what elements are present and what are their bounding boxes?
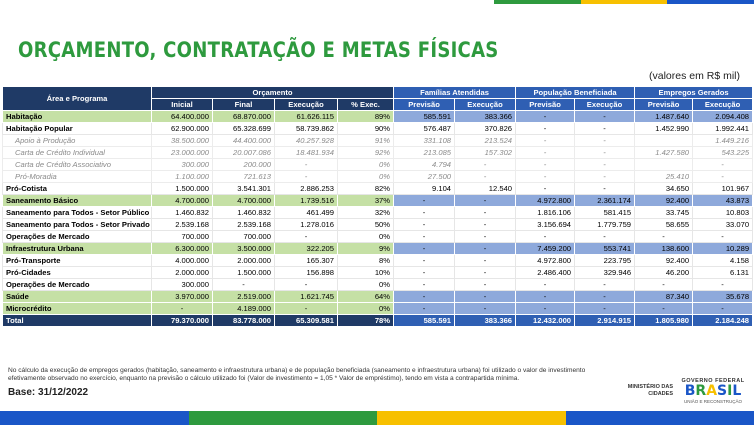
table-cell: 370.826 xyxy=(455,123,516,135)
row-label: Pró-Transporte xyxy=(3,255,152,267)
ministry-label xyxy=(613,384,673,398)
table-cell: - xyxy=(575,147,635,159)
row-label: Pró-Cotista xyxy=(3,183,152,195)
table-cell: 331.108 xyxy=(394,135,455,147)
header-populacao: População Beneficiada xyxy=(516,87,635,99)
table-cell: 2.539.168 xyxy=(152,219,213,231)
table-cell: 79.370.000 xyxy=(152,315,213,327)
table-cell: 10.289 xyxy=(693,243,753,255)
logo-letter: L xyxy=(732,383,742,399)
table-cell: - xyxy=(455,243,516,255)
table-cell: - xyxy=(516,303,575,315)
table-cell: 4.000.000 xyxy=(152,255,213,267)
table-cell: 23.000.000 xyxy=(152,147,213,159)
table-cell: 1.500.000 xyxy=(152,183,213,195)
table-cell: - xyxy=(275,303,338,315)
table-cell: 2.914.915 xyxy=(575,315,635,327)
table-cell: - xyxy=(516,147,575,159)
table-cell: 27.500 xyxy=(394,171,455,183)
table-cell: - xyxy=(455,219,516,231)
table-cell: 4.158 xyxy=(693,255,753,267)
table-cell: 44.400.000 xyxy=(213,135,275,147)
table-row xyxy=(3,147,753,159)
bottom-bar-blue-2 xyxy=(566,411,754,425)
table-cell: 92.400 xyxy=(635,195,693,207)
subheader-cell: Previsão xyxy=(516,99,575,111)
table-cell: 383.366 xyxy=(455,315,516,327)
table-cell: 12.540 xyxy=(455,183,516,195)
row-label: Total xyxy=(3,315,152,327)
table-row xyxy=(3,123,753,135)
table-cell: 58.739.862 xyxy=(275,123,338,135)
table-cell: 576.487 xyxy=(394,123,455,135)
table-cell: 4.972.800 xyxy=(516,195,575,207)
ministry-line2: CIDADES xyxy=(648,391,673,397)
table-cell: 25.410 xyxy=(635,171,693,183)
table-cell: 37% xyxy=(338,195,394,207)
table-cell: 6.131 xyxy=(693,267,753,279)
table-cell: 2.361.174 xyxy=(575,195,635,207)
table-cell: 38.500.000 xyxy=(152,135,213,147)
subheader-cell: Execução xyxy=(693,99,753,111)
row-label: Apoio à Produção xyxy=(3,135,152,147)
table-cell: - xyxy=(455,195,516,207)
ministry-line1: MINISTÉRIO DAS xyxy=(627,384,673,390)
logo-union-text: UNIÃO E RECONSTRUÇÃO xyxy=(683,399,742,404)
units-note: (valores em R$ mil) xyxy=(648,70,740,82)
table-row xyxy=(3,231,753,243)
table-cell: - xyxy=(394,231,455,243)
table-cell: - xyxy=(516,279,575,291)
table-cell: 165.307 xyxy=(275,255,338,267)
table-cell: 4.794 xyxy=(394,159,455,171)
table-cell: 7.459.200 xyxy=(516,243,575,255)
subheader-cell: Final xyxy=(213,99,275,111)
table-cell: 90% xyxy=(338,123,394,135)
table-cell: - xyxy=(693,231,753,243)
bottom-color-bar xyxy=(0,411,754,425)
table-cell: - xyxy=(152,303,213,315)
table-cell: 0% xyxy=(338,159,394,171)
table-cell: - xyxy=(394,243,455,255)
bottom-bar-yellow xyxy=(377,411,566,425)
table-cell: 2.000.000 xyxy=(213,255,275,267)
logo-gov-text: GOVERNO FEDERAL xyxy=(681,378,745,384)
bottom-bar-blue-1 xyxy=(0,411,189,425)
subheader-cell: Previsão xyxy=(635,99,693,111)
top-bar-blue xyxy=(667,0,754,4)
table-row xyxy=(3,207,753,219)
table-row xyxy=(3,159,753,171)
table-cell: - xyxy=(455,207,516,219)
table-row xyxy=(3,111,753,123)
table-cell: - xyxy=(455,231,516,243)
table-cell: - xyxy=(516,171,575,183)
table-cell: 1.621.745 xyxy=(275,291,338,303)
table-cell: - xyxy=(455,159,516,171)
table-cell: - xyxy=(516,291,575,303)
footnote: No cálculo da execução de empregos gerados (habitação, saneamento e infraestrutura urbana) e de população beneficiada (saneamento e infraestrutura urbana) foi utilizado o valor de investimento efetivamente observado no exercício, enquanto na previsão o cálculo utilizado foi (Valor de investimento = 1,05 * Valor de empréstimo), tendo em vista a contrapartida mínima. xyxy=(8,367,586,382)
table-cell: 43.873 xyxy=(693,195,753,207)
table-cell: - xyxy=(575,291,635,303)
table-cell: 1.816.106 xyxy=(516,207,575,219)
table-cell: 68.870.000 xyxy=(213,111,275,123)
table-cell: - xyxy=(394,303,455,315)
logo-letter: A xyxy=(706,383,718,399)
table-cell: 1.500.000 xyxy=(213,267,275,279)
table-cell: 0% xyxy=(338,279,394,291)
total-row xyxy=(3,315,753,327)
table-cell: 1.460.832 xyxy=(152,207,213,219)
table-cell: 3.970.000 xyxy=(152,291,213,303)
top-bar-yellow xyxy=(581,0,668,4)
table-cell: 543.225 xyxy=(693,147,753,159)
table-cell: 223.795 xyxy=(575,255,635,267)
table-cell: - xyxy=(213,279,275,291)
table-cell: 20.007.086 xyxy=(213,147,275,159)
table-cell: - xyxy=(394,207,455,219)
table-row xyxy=(3,243,753,255)
header-area: Área e Programa xyxy=(3,87,152,111)
table-cell: - xyxy=(575,231,635,243)
table-cell: 1.449.216 xyxy=(693,135,753,147)
table-cell: - xyxy=(635,231,693,243)
table-row xyxy=(3,303,753,315)
table-cell: - xyxy=(455,279,516,291)
table-cell: 91% xyxy=(338,135,394,147)
table-cell: 3.500.000 xyxy=(213,243,275,255)
table-cell: - xyxy=(575,111,635,123)
table-cell: - xyxy=(693,279,753,291)
table-cell: 58.655 xyxy=(635,219,693,231)
table-row xyxy=(3,279,753,291)
table-cell: 1.278.016 xyxy=(275,219,338,231)
subheader-cell: Previsão xyxy=(394,99,455,111)
table-cell: 138.600 xyxy=(635,243,693,255)
table-cell: 461.499 xyxy=(275,207,338,219)
table-cell: - xyxy=(394,291,455,303)
table-cell: 83.778.000 xyxy=(213,315,275,327)
table-cell: 92.400 xyxy=(635,255,693,267)
table-cell: 35.678 xyxy=(693,291,753,303)
table-cell: 2.486.400 xyxy=(516,267,575,279)
table-cell: 0% xyxy=(338,171,394,183)
table-cell: 585.591 xyxy=(394,315,455,327)
table-cell: 1.100.000 xyxy=(152,171,213,183)
table-cell: 0% xyxy=(338,303,394,315)
table-row xyxy=(3,195,753,207)
table-cell: 4.700.000 xyxy=(213,195,275,207)
table-cell: 300.000 xyxy=(152,279,213,291)
table-cell: 700.000 xyxy=(213,231,275,243)
row-label: Habitação xyxy=(3,111,152,123)
table-cell: 200.000 xyxy=(213,159,275,171)
table-cell: - xyxy=(394,195,455,207)
table-cell: 78% xyxy=(338,315,394,327)
row-label: Infraestrutura Urbana xyxy=(3,243,152,255)
table-cell: 46.200 xyxy=(635,267,693,279)
budget-table xyxy=(2,86,753,327)
table-cell: 2.519.000 xyxy=(213,291,275,303)
table-cell: - xyxy=(516,183,575,195)
table-cell: 383.366 xyxy=(455,111,516,123)
base-date: Base: 31/12/2022 xyxy=(8,387,89,398)
table-cell: - xyxy=(635,303,693,315)
table-cell: - xyxy=(575,171,635,183)
table-cell: 87.340 xyxy=(635,291,693,303)
table-cell: 62.900.000 xyxy=(152,123,213,135)
row-label: Saneamento Básico xyxy=(3,195,152,207)
table-cell: - xyxy=(575,123,635,135)
logo-letter: I xyxy=(727,383,733,399)
header-empregos: Empregos Gerados xyxy=(635,87,753,99)
logo-letter: B xyxy=(684,383,696,399)
table-cell: - xyxy=(275,159,338,171)
table-cell: - xyxy=(516,123,575,135)
table-cell: 2.000.000 xyxy=(152,267,213,279)
table-cell: 1.739.516 xyxy=(275,195,338,207)
table-cell: 101.967 xyxy=(693,183,753,195)
row-label: Pró-Moradia xyxy=(3,171,152,183)
table-cell: 553.741 xyxy=(575,243,635,255)
table-row xyxy=(3,135,753,147)
table-cell: 89% xyxy=(338,111,394,123)
header-familias: Famílias Atendidas xyxy=(394,87,516,99)
table-cell: - xyxy=(455,171,516,183)
table-cell: 65.309.581 xyxy=(275,315,338,327)
table-cell: - xyxy=(575,183,635,195)
table-cell: 50% xyxy=(338,219,394,231)
table-cell: - xyxy=(693,159,753,171)
row-label: Operações de Mercado xyxy=(3,231,152,243)
table-cell: 12.432.000 xyxy=(516,315,575,327)
table-cell: 6.300.000 xyxy=(152,243,213,255)
table-cell: - xyxy=(455,291,516,303)
page-title: ORÇAMENTO, CONTRATAÇÃO E METAS FÍSICAS xyxy=(18,38,499,62)
row-label: Operações de Mercado xyxy=(3,279,152,291)
table-cell: 10% xyxy=(338,267,394,279)
table-cell: 3.541.301 xyxy=(213,183,275,195)
table-cell: 4.972.800 xyxy=(516,255,575,267)
table-cell: - xyxy=(693,171,753,183)
table-cell: - xyxy=(455,267,516,279)
table-cell: - xyxy=(516,159,575,171)
table-cell: 64% xyxy=(338,291,394,303)
table-cell: 322.205 xyxy=(275,243,338,255)
table-cell: 300.000 xyxy=(152,159,213,171)
top-color-bar xyxy=(494,0,754,4)
table-cell: 65.328.699 xyxy=(213,123,275,135)
table-cell: - xyxy=(575,279,635,291)
table-cell: 4.700.000 xyxy=(152,195,213,207)
table-cell: 2.539.168 xyxy=(213,219,275,231)
row-label: Habitação Popular xyxy=(3,123,152,135)
row-label: Pró-Cidades xyxy=(3,267,152,279)
table-cell: 33.745 xyxy=(635,207,693,219)
table-cell: 1.460.832 xyxy=(213,207,275,219)
row-label: Saúde xyxy=(3,291,152,303)
bottom-bar-green xyxy=(189,411,378,425)
table-cell: 213.524 xyxy=(455,135,516,147)
table-cell: - xyxy=(275,279,338,291)
table-cell: - xyxy=(394,219,455,231)
table-cell: 1.452.990 xyxy=(635,123,693,135)
table-cell: 156.898 xyxy=(275,267,338,279)
table-cell: 581.415 xyxy=(575,207,635,219)
table-cell: 329.946 xyxy=(575,267,635,279)
table-cell: 2.184.248 xyxy=(693,315,753,327)
table-cell: - xyxy=(394,279,455,291)
table-cell: 721.613 xyxy=(213,171,275,183)
table-cell: - xyxy=(455,255,516,267)
table-cell: 157.302 xyxy=(455,147,516,159)
row-label: Carta de Crédito Individual xyxy=(3,147,152,159)
table-cell: 40.257.928 xyxy=(275,135,338,147)
table-cell: 2.886.253 xyxy=(275,183,338,195)
table-cell: 1.487.640 xyxy=(635,111,693,123)
table-cell: - xyxy=(516,135,575,147)
row-label: Saneamento para Todos - Setor Privado xyxy=(3,219,152,231)
top-bar-green xyxy=(494,0,581,4)
table-cell: 1.779.759 xyxy=(575,219,635,231)
table-cell: - xyxy=(516,111,575,123)
table-cell: 9.104 xyxy=(394,183,455,195)
table-cell: 82% xyxy=(338,183,394,195)
table-cell: - xyxy=(394,267,455,279)
table-cell: 18.481.934 xyxy=(275,147,338,159)
table-cell xyxy=(635,135,693,147)
table-cell: 585.591 xyxy=(394,111,455,123)
logo-brasil-wordmark xyxy=(678,384,748,399)
table-cell: - xyxy=(635,279,693,291)
subheader-cell: Execução xyxy=(575,99,635,111)
gov-brasil-logo xyxy=(678,378,748,410)
table-cell: 34.650 xyxy=(635,183,693,195)
row-label: Saneamento para Todos - Setor Público xyxy=(3,207,152,219)
row-label: Carta de Crédito Associativo xyxy=(3,159,152,171)
subheader-cell: Inicial xyxy=(152,99,213,111)
table-cell xyxy=(635,159,693,171)
table-cell: 61.626.115 xyxy=(275,111,338,123)
table-cell: - xyxy=(575,159,635,171)
table-cell: 8% xyxy=(338,255,394,267)
table-cell: 2.094.408 xyxy=(693,111,753,123)
table-cell: 4.189.000 xyxy=(213,303,275,315)
table-row xyxy=(3,183,753,195)
table-cell: - xyxy=(516,231,575,243)
table-cell: 1.805.980 xyxy=(635,315,693,327)
subheader-cell: Execução xyxy=(455,99,516,111)
table-cell: 9% xyxy=(338,243,394,255)
table-cell: 3.156.694 xyxy=(516,219,575,231)
table-cell: 700.000 xyxy=(152,231,213,243)
table-cell: - xyxy=(575,135,635,147)
row-label: Microcrédito xyxy=(3,303,152,315)
header-orcamento: Orçamento xyxy=(152,87,394,99)
table-cell: 33.070 xyxy=(693,219,753,231)
subheader-cell: % Exec. xyxy=(338,99,394,111)
table-cell: - xyxy=(275,231,338,243)
table-cell: 213.085 xyxy=(394,147,455,159)
table-cell: 0% xyxy=(338,231,394,243)
table-row xyxy=(3,171,753,183)
table-cell: - xyxy=(394,255,455,267)
logo-letter: S xyxy=(717,383,728,399)
table-cell: 92% xyxy=(338,147,394,159)
table-cell: - xyxy=(693,303,753,315)
table-cell: 1.427.580 xyxy=(635,147,693,159)
table-cell: 10.803 xyxy=(693,207,753,219)
table-cell: - xyxy=(575,303,635,315)
table-row xyxy=(3,291,753,303)
logo-letter: R xyxy=(695,383,707,399)
table-cell: 32% xyxy=(338,207,394,219)
table-cell: 1.992.441 xyxy=(693,123,753,135)
table-row xyxy=(3,255,753,267)
table-cell: 64.400.000 xyxy=(152,111,213,123)
subheader-cell: Execução xyxy=(275,99,338,111)
table-row xyxy=(3,219,753,231)
table-row xyxy=(3,267,753,279)
table-cell: - xyxy=(455,303,516,315)
table-cell: - xyxy=(275,171,338,183)
